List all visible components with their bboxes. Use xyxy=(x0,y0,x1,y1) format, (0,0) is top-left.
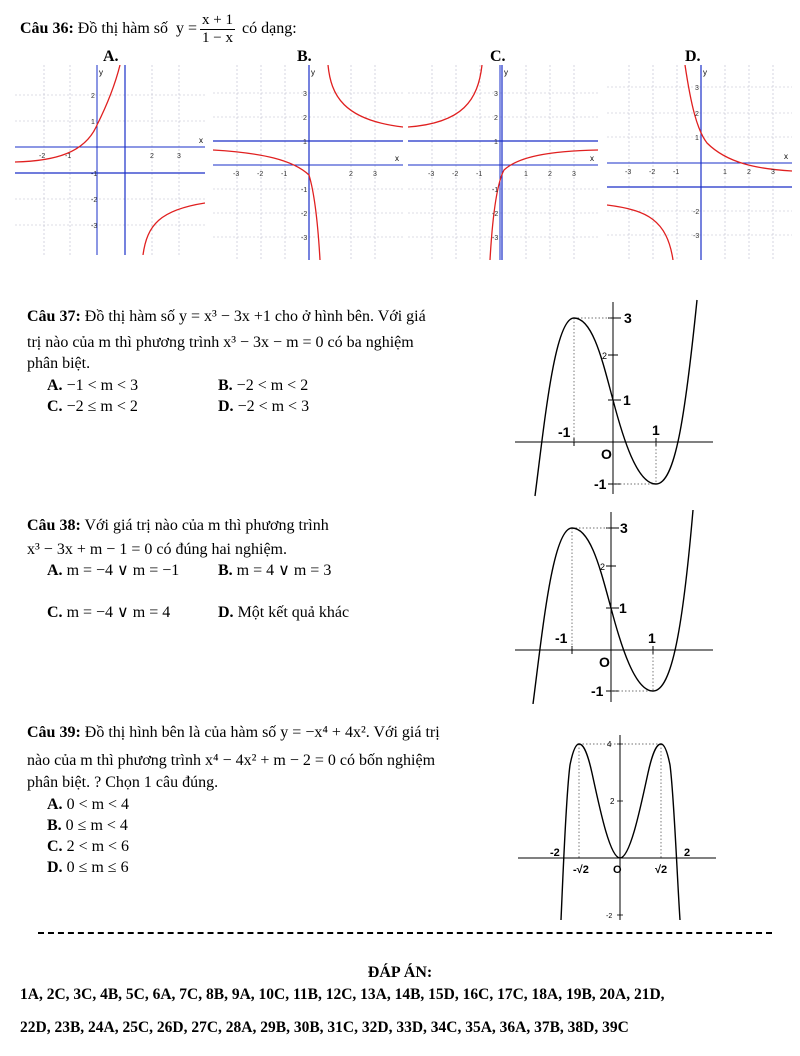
q36-label: Câu 36: xyxy=(20,20,74,38)
q36-c-axis-x: x xyxy=(590,154,594,163)
svg-text:3: 3 xyxy=(572,171,576,178)
q37-line3: phân biệt. xyxy=(27,355,91,372)
svg-text:3: 3 xyxy=(373,171,377,178)
svg-text:-1: -1 xyxy=(301,187,308,194)
q39-x-neg2: -2 xyxy=(550,847,560,859)
svg-text:-2: -2 xyxy=(39,153,46,160)
q36-d-axis-x: x xyxy=(784,152,788,161)
q38-option-d-text: Một kết quả khác xyxy=(237,604,350,621)
q36-fn-lhs: y = xyxy=(176,20,198,38)
q39-option-a-label: A. xyxy=(47,796,63,813)
q38-option-a[interactable] xyxy=(47,560,179,582)
q39-option-c-text: 2 < m < 6 xyxy=(66,838,130,855)
q39-x-sqrt2: √2 xyxy=(655,864,668,876)
q37-x-neg1: -1 xyxy=(558,424,571,440)
q37-option-a[interactable] xyxy=(47,375,138,397)
q37-option-a-text: −1 < m < 3 xyxy=(66,377,139,394)
q39-option-d-text: 0 ≤ m ≤ 6 xyxy=(66,859,129,876)
q38-text: Với giá trị nào của m thì phương trình xyxy=(84,517,329,534)
svg-text:-1: -1 xyxy=(281,171,288,178)
svg-text:3: 3 xyxy=(177,153,181,160)
q38-option-a-text: m = −4 ∨ m = −1 xyxy=(66,562,180,579)
svg-text:-2: -2 xyxy=(301,211,308,218)
svg-text:-2: -2 xyxy=(257,171,264,178)
svg-text:-1: -1 xyxy=(492,187,499,194)
q37-option-b-label: B. xyxy=(218,377,233,394)
q38-line2 xyxy=(27,539,287,561)
q36-b-axis-x: x xyxy=(395,154,399,163)
q37-label: Câu 37: xyxy=(27,308,81,325)
q37-tick-neg1: -1 xyxy=(594,476,607,492)
svg-text:1: 1 xyxy=(723,169,727,176)
q39-tick-2: 2 xyxy=(610,797,615,806)
q37-option-b-text: −2 < m < 2 xyxy=(236,377,309,394)
q37-function: y = x³ − 3x +1 xyxy=(179,308,271,325)
q37-tick-2: 2 xyxy=(602,351,608,361)
q38-option-b-label: B. xyxy=(218,562,233,579)
svg-text:2: 2 xyxy=(747,169,751,176)
q37-option-c-text: −2 ≤ m < 2 xyxy=(66,398,138,415)
q36-text-before: Đồ thị hàm số xyxy=(77,20,168,38)
q39-x-neg-sqrt2: -√2 xyxy=(573,864,589,876)
q37-option-d-text: −2 < m < 3 xyxy=(237,398,310,415)
svg-text:1: 1 xyxy=(695,135,699,142)
q39-line3: phân biệt. ? Chọn 1 câu đúng. xyxy=(27,774,219,791)
q39-option-a[interactable] xyxy=(47,794,129,816)
q39-line2 xyxy=(27,750,435,772)
svg-text:2: 2 xyxy=(303,115,307,122)
q39-text: Đồ thị hình bên là của hàm số xyxy=(84,724,277,741)
svg-text:-1: -1 xyxy=(65,153,72,160)
svg-text:-2: -2 xyxy=(91,197,98,204)
svg-text:2: 2 xyxy=(548,171,552,178)
q36-option-c-label: C. xyxy=(490,48,506,65)
svg-text:3: 3 xyxy=(303,91,307,98)
q39-graph xyxy=(518,735,718,920)
q36-header xyxy=(20,12,297,47)
q39-tick-4: 4 xyxy=(607,740,612,749)
svg-text:3: 3 xyxy=(695,85,699,92)
q38-graph xyxy=(515,508,715,704)
q37-origin: O xyxy=(601,446,612,462)
svg-text:1: 1 xyxy=(524,171,528,178)
svg-text:3: 3 xyxy=(771,169,775,176)
q39-option-a-text: 0 < m < 4 xyxy=(66,796,130,813)
svg-text:-1: -1 xyxy=(476,171,483,178)
q39-function: y = −x⁴ + 4x² xyxy=(280,724,366,741)
q37-text: Đồ thị hàm số xyxy=(84,308,175,325)
q37-option-d[interactable] xyxy=(218,396,309,418)
q37-option-b[interactable] xyxy=(218,375,308,397)
q39-option-c-label: C. xyxy=(47,838,63,855)
q39-tick-neg2: -2 xyxy=(606,913,613,920)
q36-option-a-label: A. xyxy=(103,48,119,65)
q39-text-3: nào của m thì phương trình xyxy=(27,752,201,769)
svg-text:-1: -1 xyxy=(91,171,98,178)
svg-text:-2: -2 xyxy=(492,211,499,218)
q37-tick-1: 1 xyxy=(623,392,631,408)
q36-graph-c xyxy=(408,65,598,260)
q36-graph-d xyxy=(607,65,792,260)
q36-fn-den: 1 − x xyxy=(202,30,233,46)
q38-x-neg1: -1 xyxy=(555,630,568,646)
q37-text-2: cho ở hình bên. Với giá xyxy=(274,308,426,325)
q37-line1 xyxy=(27,306,426,328)
svg-text:-3: -3 xyxy=(301,235,308,242)
svg-text:-3: -3 xyxy=(233,171,240,178)
svg-text:2: 2 xyxy=(695,111,699,118)
q36-text-after: có dạng: xyxy=(242,20,297,38)
q38-option-b[interactable] xyxy=(218,560,331,582)
q38-text-2: có đúng hai nghiệm. xyxy=(156,541,287,558)
svg-text:1: 1 xyxy=(494,139,498,146)
q39-x-2: 2 xyxy=(684,847,691,859)
q36-option-d-label: D. xyxy=(685,48,701,65)
q38-x-1: 1 xyxy=(648,630,656,646)
q36-fn-num: x + 1 xyxy=(202,12,233,28)
answers-line-1: 1A, 2C, 3C, 4B, 5C, 6A, 7C, 8B, 9A, 10C, 11B, 12C, 13A, 14B, 15D, 16C, 17C, 18A, 19B, 20A, 21D, xyxy=(20,986,665,1003)
q37-option-c[interactable] xyxy=(47,396,138,418)
svg-text:1: 1 xyxy=(303,139,307,146)
q38-option-c-text: m = −4 ∨ m = 4 xyxy=(66,604,171,621)
q39-option-d-label: D. xyxy=(47,859,63,876)
q39-origin: O xyxy=(613,864,622,876)
q38-option-c[interactable] xyxy=(47,602,170,624)
q39-option-b[interactable] xyxy=(47,815,128,837)
svg-text:-3: -3 xyxy=(428,171,435,178)
svg-text:-1: -1 xyxy=(673,169,680,176)
q37-option-a-label: A. xyxy=(47,377,63,394)
q38-option-a-label: A. xyxy=(47,562,63,579)
q38-tick-1: 1 xyxy=(619,600,627,616)
q36-c-axis-y: y xyxy=(504,68,508,77)
svg-text:3: 3 xyxy=(494,91,498,98)
q37-option-c-label: C. xyxy=(47,398,63,415)
svg-text:-3: -3 xyxy=(91,223,98,230)
svg-text:-2: -2 xyxy=(693,209,700,216)
q38-equation: x³ − 3x + m − 1 = 0 xyxy=(27,541,153,558)
q37-text-3: trị nào của m thì phương trình xyxy=(27,334,220,351)
q38-label: Câu 38: xyxy=(27,517,81,534)
q37-equation: x³ − 3x − m = 0 xyxy=(223,334,324,351)
separator-line xyxy=(38,932,772,934)
q38-option-d-label: D. xyxy=(218,604,234,621)
q39-option-b-label: B. xyxy=(47,817,62,834)
q39-text-4: có bốn nghiệm xyxy=(339,752,436,769)
q38-tick-2: 2 xyxy=(600,562,606,572)
svg-text:-2: -2 xyxy=(452,171,459,178)
q36-a-axis-x: x xyxy=(199,136,203,145)
q39-option-b-text: 0 ≤ m < 4 xyxy=(65,817,128,834)
q37-graph xyxy=(515,298,715,498)
svg-text:-2: -2 xyxy=(649,169,656,176)
svg-text:2: 2 xyxy=(91,93,95,100)
q36-graph-a xyxy=(15,65,205,255)
q36-graph-b xyxy=(213,65,403,260)
q37-text-4: có ba nghiệm xyxy=(327,334,414,351)
q38-option-b-text: m = 4 ∨ m = 3 xyxy=(236,562,332,579)
q38-option-d[interactable] xyxy=(218,602,349,624)
q39-option-c[interactable] xyxy=(47,836,129,858)
svg-text:2: 2 xyxy=(494,115,498,122)
q39-equation: x⁴ − 4x² + m − 2 = 0 xyxy=(205,752,336,769)
q36-a-axis-y: y xyxy=(99,68,103,77)
q36-fraction xyxy=(200,12,235,47)
svg-text:-3: -3 xyxy=(693,233,700,240)
q38-origin: O xyxy=(599,654,610,670)
q36-option-b-label: B. xyxy=(297,48,312,65)
svg-text:1: 1 xyxy=(91,119,95,126)
answers-line-2: 22D, 23B, 24A, 25C, 26D, 27C, 28A, 29B, 30B, 31C, 32D, 33D, 34C, 35A, 36A, 37B, 38D, 39C xyxy=(20,1019,629,1036)
q36-b-axis-y: y xyxy=(311,68,315,77)
svg-text:-3: -3 xyxy=(625,169,632,176)
q39-line1 xyxy=(27,722,440,744)
q39-option-d[interactable] xyxy=(47,857,129,879)
svg-text:-3: -3 xyxy=(492,235,499,242)
q38-tick-3: 3 xyxy=(620,520,628,536)
q38-option-c-label: C. xyxy=(47,604,63,621)
answers-title: ĐÁP ÁN: xyxy=(367,964,433,981)
q37-tick-3: 3 xyxy=(624,310,632,326)
svg-text:2: 2 xyxy=(150,153,154,160)
q37-x-1: 1 xyxy=(652,422,660,438)
svg-text:2: 2 xyxy=(349,171,353,178)
q39-text-2: . Với giá trị xyxy=(365,724,440,741)
q38-tick-neg1: -1 xyxy=(591,683,604,699)
q39-label: Câu 39: xyxy=(27,724,81,741)
q37-line2 xyxy=(27,332,414,354)
q38-line1 xyxy=(27,515,329,537)
q37-option-d-label: D. xyxy=(218,398,234,415)
q36-d-axis-y: y xyxy=(703,68,707,77)
